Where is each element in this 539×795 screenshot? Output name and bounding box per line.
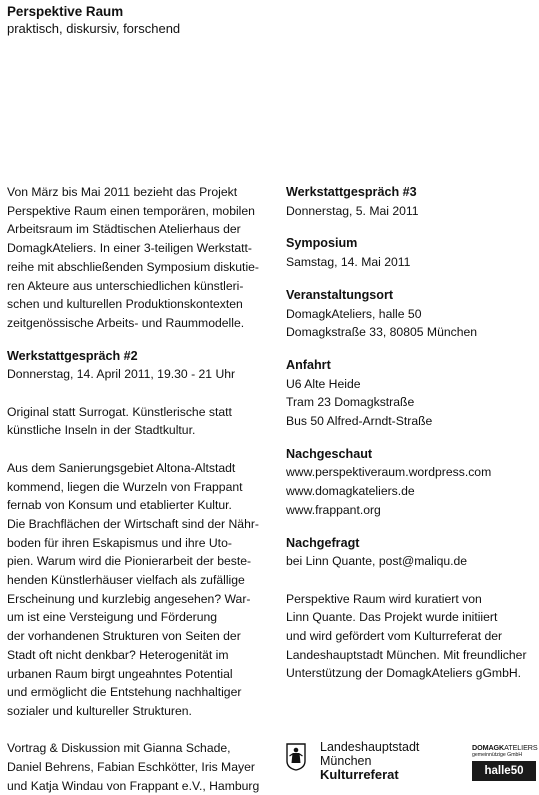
ws2-date: Donnerstag, 14. April 2011, 19.30 - 21 Uhr	[7, 367, 236, 382]
contact-line[interactable]: bei Linn Quante, post@maliqu.de	[286, 554, 468, 569]
speakers-line: und Katja Windau von Frappant e.V., Hamburg	[7, 778, 260, 793]
body-line: Erscheinung und kurzlebig angesehen? War-	[7, 591, 251, 606]
intro-paragraph	[7, 183, 265, 333]
tagline-line: Original statt Surrogat. Künstlerische statt	[7, 404, 232, 419]
symposium-heading: Symposium	[286, 236, 358, 251]
directions-line: Tram 23 Domagkstraße	[286, 395, 415, 410]
credits-line: Landeshauptstadt München. Mit freundlicher	[286, 647, 527, 662]
body-line: boden für ihren Eskapismus und ihre Uto-	[7, 535, 232, 550]
domagk-wordmark	[472, 744, 538, 752]
credits-line: Linn Quante. Das Projekt wurde initiiert	[286, 610, 498, 625]
intro-line: Arbeitsraum im Städtischen Atelierhaus der	[7, 222, 241, 237]
intro-line: reihe mit abschließenden Symposium diskutie-	[7, 259, 259, 274]
body-line: und ermöglicht die Entstehung nachhaltiger	[7, 685, 242, 700]
domagkateliers-logo	[472, 744, 538, 781]
ws2-heading: Werkstattgespräch #2	[7, 348, 138, 363]
body-line: fernab von Konsum und etablierter Kultur.	[7, 498, 232, 513]
website-link[interactable]: www.domagkateliers.de	[286, 484, 415, 499]
page-subtitle: praktisch, diskursiv, forschend	[7, 21, 181, 36]
halle50-badge: halle50	[472, 761, 536, 781]
right-column	[286, 183, 536, 683]
ws3-heading: Werkstattgespräch #3	[286, 185, 417, 199]
venue-line: DomagkAteliers, halle 50	[286, 306, 422, 321]
credits-line: Perspektive Raum wird kuratiert von	[286, 591, 482, 606]
venue-heading: Veranstaltungsort	[286, 287, 394, 302]
body-line: sozialer und kultureller Strukturen.	[7, 703, 192, 718]
directions-line: Bus 50 Alfred-Arndt-Straße	[286, 414, 433, 429]
left-column	[7, 183, 265, 795]
speakers-line: Daniel Behrens, Fabian Eschkötter, Iris Mayer	[7, 760, 255, 775]
body-line: henden Künstlerhäuser vielfach als zufällige	[7, 573, 245, 588]
credits-line: Unterstützung der DomagkAteliers gGmbH.	[286, 666, 522, 681]
intro-line: ren Akteure aus unterschiedlichen künstleri-	[7, 278, 244, 293]
links-heading: Nachgeschaut	[286, 446, 373, 461]
header	[7, 3, 180, 37]
page-title: Perspektive Raum	[7, 4, 124, 19]
body-line: Stadt oft nicht denkbar? Heterogenität im	[7, 647, 229, 662]
website-link[interactable]: www.perspektiveraum.wordpress.com	[286, 465, 492, 480]
body-line: der vorhandenen Strukturen von Seiten der	[7, 629, 241, 644]
domagk-name-bold: DOMAGK	[472, 743, 505, 752]
body-line: urbanen Raum birgt ungeahntes Potential	[7, 666, 233, 681]
credits-line: und wird gefördert vom Kulturreferat der	[286, 629, 503, 644]
contact-heading: Nachgefragt	[286, 535, 360, 550]
tagline-line: künstliche Inseln in der Stadtkultur.	[7, 423, 196, 438]
directions-heading: Anfahrt	[286, 357, 331, 372]
credits-paragraph	[286, 590, 536, 684]
intro-line: Perspektive Raum einen temporären, mobilen	[7, 203, 255, 218]
munich-kulturreferat-logo	[286, 741, 456, 787]
intro-line: Von März bis Mai 2011 bezieht das Projekt	[7, 185, 238, 199]
munich-line3: Kulturreferat	[320, 767, 399, 782]
website-link[interactable]: www.frappant.org	[286, 502, 381, 517]
ws2-body	[7, 459, 265, 721]
intro-line: DomagkAteliers. In einer 3-teiligen Werkstatt-	[7, 241, 252, 256]
munich-logo-text	[320, 741, 419, 782]
ws2-speakers	[7, 739, 265, 795]
body-line: pien. Warum wird die Pionierarbeit der beste-	[7, 554, 252, 569]
domagk-name-light: ATELIERS	[504, 743, 538, 752]
ws2-tagline	[7, 403, 265, 440]
intro-line: zeitgenössische Arbeits- und Raummodelle.	[7, 315, 245, 330]
body-line: Aus dem Sanierungsgebiet Altona-Altstadt	[7, 460, 236, 475]
intro-line: schen und kulturellen Produktionskontexten	[7, 297, 243, 312]
symposium-date: Samstag, 14. Mai 2011	[286, 255, 411, 270]
venue-line: Domagkstraße 33, 80805 München	[286, 325, 478, 340]
munich-coat-of-arms-icon	[286, 743, 306, 771]
speakers-line: Vortrag & Diskussion mit Gianna Schade,	[7, 741, 231, 756]
body-line: um ist eine Versteigung und Förderung	[7, 610, 218, 625]
domagk-subtitle: gemeinnützige GmbH	[472, 752, 523, 758]
munich-line1: Landeshauptstadt	[320, 740, 420, 754]
directions-line: U6 Alte Heide	[286, 376, 361, 391]
body-line: Die Brachflächen der Wirtschaft sind der Nähr-	[7, 516, 259, 531]
body-line: kommend, liegen die Wurzeln von Frappant	[7, 479, 243, 494]
munich-line2: München	[320, 753, 372, 768]
ws3-date: Donnerstag, 5. Mai 2011	[286, 203, 419, 218]
